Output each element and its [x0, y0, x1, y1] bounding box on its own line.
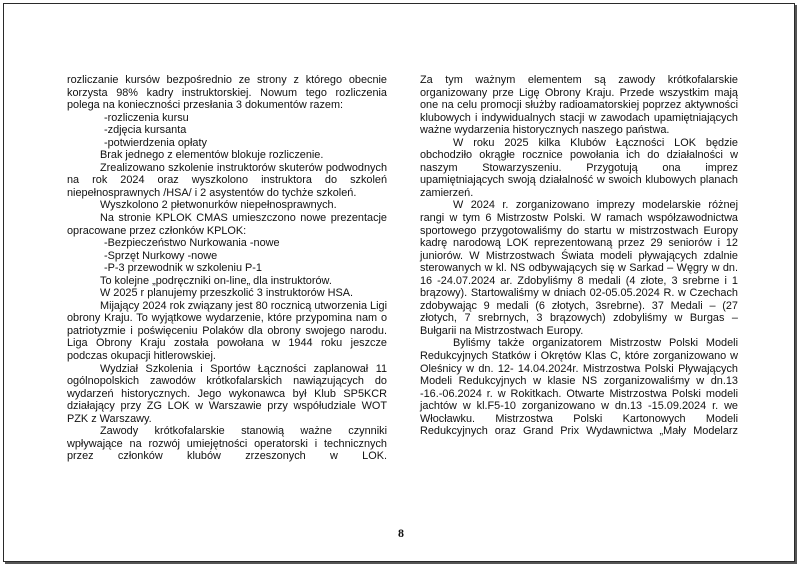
- left-column-paragraph: W 2025 r planujemy przeszkolić 3 instruktorów HSA.: [100, 287, 353, 300]
- left-column-paragraph: Na stronie KPLOK CMAS umieszczono nowe prezentacje opracowane przez członków KPLOK:: [67, 212, 387, 237]
- left-column-paragraph: -P-3 przewodnik w szkoleniu P-1: [104, 262, 262, 275]
- right-column: [420, 74, 738, 438]
- left-column-paragraph: Mijający 2024 rok związany jest 80 rocznicą utworzenia Ligi obrony Kraju. To wyjątkowe wydarzenie, które przypomina nam o patriotyzmie i poświęceniu Polaków dla obrony swojego narodu. Liga Obrony Kraju została powołana w 1944 roku jeszcze podczas okupacji hitlerowskiej.: [67, 299, 387, 363]
- left-column: [67, 74, 387, 463]
- left-column-paragraph: -rozliczenia kursu: [104, 111, 189, 124]
- left-column-paragraph: Wydział Szkolenia i Sportów Łączności zaplanował 11 ogólnopolskich zawodów krótkofalarskich nawiązujących do wydarzeń historycznych. Jego wykonawca był Klub SP5KCR działający przy ZG LOK w Warszawie przy współudziale WOT PZK z Warszawy.: [67, 362, 387, 425]
- left-column-paragraph: -potwierdzenia opłaty: [104, 136, 207, 149]
- left-column-paragraph: Zrealizowano szkolenie instruktorów skuterów podwodnych na rok 2024 oraz wyszkolono instruktora do szkoleń niepełnosprawnych /HSA/ i 2 asystentów do tychże szkoleń.: [67, 161, 387, 199]
- right-column-paragraph: Za tym ważnym elementem są zawody krótkofalarskie organizowany prze Ligę Obrony Kraju. Przede wszystkim mają one na celu promocji służby radioamatorskiej poprzez aktywności klubowych i indywidualnych stacji w zawodach upamiętniających ważne wydarzenia historycznych naszego państwa.: [420, 74, 738, 137]
- left-column-paragraph: rozliczanie kursów bezpośrednio ze strony z którego obecnie korzysta 98% kadry instruktorskiej. Nowum tego rozliczenia polega na konieczności przesłania 3 dokumentów razem:: [67, 74, 387, 112]
- page-number: 8: [398, 526, 404, 540]
- left-column-paragraph: To kolejne „podręczniki on-line„ dla instruktorów.: [100, 274, 332, 287]
- left-column-paragraph: Wyszkolono 2 płetwonurków niepełnosprawnych.: [100, 199, 337, 212]
- right-column-paragraph: Byliśmy także organizatorem Mistrzostw Polski Modeli Redukcyjnych Statków i Okrętów Klas C, które zorganizowano w Oleśnicy w dn. 12- 14.04.2024r. Mistrzostwa Polski Pływających Modeli Redukcyjnych w klasie NS zorganizowaliśmy w dn.13 -16.-06.2024 r. w Rokitkach. Otwarte Mistrzostwa Polski modeli jachtów w kl.F5-10 zorganizowano w dn.13 -15.09.2024 r. we Włocławku. Mistrzostwa Polski Kartonowych Modeli Redukcyjnych oraz Grand Prix Wydawnictwa „Mały Modelarz: [420, 337, 738, 438]
- left-column-paragraph: Zawody krótkofalarskie stanowią ważne czynniki wpływające na rozwój umiejętności operatorski i technicznych przez członków klubów zrzeszonych w LOK.: [67, 425, 387, 463]
- right-column-paragraph: W roku 2025 kilka Klubów Łączności LOK będzie obchodziło okrągłe rocznice powołania ich do działalności w naszym Stowarzyszeniu. Przygotują ona imprez upamiętniających swoją działalność w swoich klubowych planach zamierzeń.: [420, 136, 738, 199]
- left-column-paragraph: -Bezpieczeństwo Nurkowania -nowe: [104, 237, 280, 250]
- left-column-paragraph: Brak jednego z elementów blokuje rozliczenie.: [100, 149, 324, 162]
- left-column-paragraph: -zdjęcia kursanta: [104, 124, 187, 137]
- right-column-paragraph: W 2024 r. zorganizowano imprezy modelarskie różnej rangi w tym 6 Mistrzostw Polski. W ramach współzawodnictwa sportowego przygotowaliśmy do startu w mistrzostwach Europy kadrę narodową LOK reprezentowaną przez 29 seniorów i 12 juniorów. W Mistrzostwach Świata modeli pływających zdalnie sterowanych w kl. NS odbywających się w Sarkad – Węgry w dn. 16 -24.07.2024 ar. Zdobyliśmy 8 medali (4 złote, 3 srebrne i 1 brązowy). Startowaliśmy w dniach 02-05.05.2024 R. w Czechach zdobywając 9 medali (6 złotych, 3srebrne). 37 Medali – (27 złotych, 7 srebrnych, 3 brązowych) zdobyliśmy w Burgas – Bułgarii na Mistrzostwach Europy.: [420, 199, 738, 337]
- left-column-paragraph: -Sprzęt Nurkowy -nowe: [104, 249, 218, 262]
